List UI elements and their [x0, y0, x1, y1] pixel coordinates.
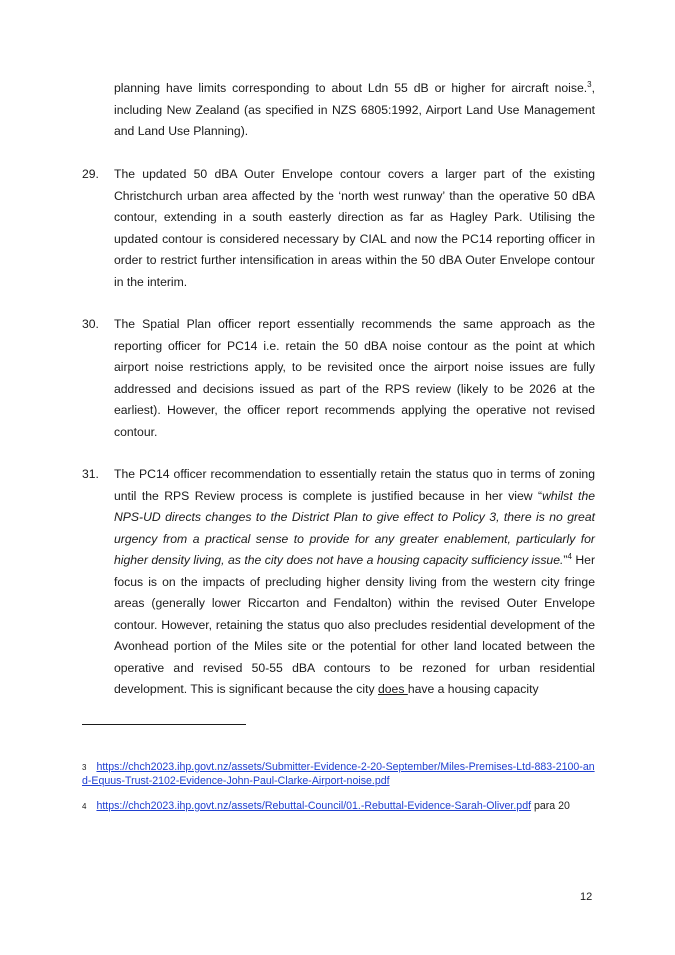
footnote-ref-3[interactable]: 3 [587, 79, 592, 89]
page-number: 12 [580, 891, 593, 903]
paragraph-31-text-cont: Her focus is on the impacts of precluding higher density living from the western city fringe areas (generally lower Riccarton and Fendalton) within the revised Outer Envelope contour. However, retaining the status quo also precludes residential development of the Avonhead portion of the Miles site or the potential for other land located between the operative and revised 50-55 dBA contours to be rezoned for urban residential development. This is significant because the city [114, 553, 595, 696]
footnote-3 [82, 761, 595, 788]
footnote-number: 3 [82, 763, 87, 772]
paragraph-30: The Spatial Plan officer report essentially recommends the same approach as the reporting officer for PC14 i.e. retain the 50 dBA noise contour as the point at which airport noise restrictions apply, to be revisited once the airport noise issues are fully addressed and decisions issued as part of the RPS review (likely to be 2026 at the earliest). However, the officer report recommends applying the operative not revised contour. [114, 317, 595, 439]
quote-end: ” [563, 553, 568, 567]
paragraph-31 [114, 464, 595, 701]
paragraph-number-31: 31. [82, 467, 99, 481]
paragraph-number-30: 30. [82, 317, 99, 331]
intro-text: planning have limits corresponding to about Ldn 55 dB or higher for aircraft noise. [114, 81, 588, 95]
footnote-number: 4 [82, 802, 87, 811]
footnote-link[interactable]: https://chch2023.ihp.govt.nz/assets/Submitter-Evidence-2-20-September/Miles-Premises-Ltd-883-2100-and-Equus-Trust-2102-Evidence-John-Paul-Clarke-Airport-noise.pdf [82, 761, 595, 787]
paragraph-number-29: 29. [82, 167, 99, 181]
intro-paragraph [114, 78, 595, 143]
paragraph-31-text-end: have a housing capacity [407, 682, 539, 696]
footnote-ref-4[interactable]: 4 [567, 551, 572, 561]
intro-text-cont: , including New Zealand (as specified in NZS 6805:1992, Airport Land Use Management and Land Use Planning). [114, 81, 595, 138]
officer-quote: whilst the NPS-UD directs changes to the District Plan to give effect to Policy 3, there is no great urgency from a practical sense to provide for any greater enablement, particularly for higher density living, as the city does not have a housing capacity sufficiency issue. [114, 488, 595, 567]
footnote-separator [82, 724, 246, 725]
paragraph-29: The updated 50 dBA Outer Envelope contour covers a larger part of the existing Christchurch urban area affected by the ‘north west runway’ than the operative 50 dBA contour, extending in a south easterly direction as far as Hagley Park. Utilising the updated contour is considered necessary by CIAL and now the PC14 reporting officer in order to restrict further intensification in areas within the 50 dBA Outer Envelope contour in the interim. [114, 167, 595, 289]
emphasis-does: does [377, 682, 408, 696]
paragraph-31-text: The PC14 officer recommendation to essentially retain the status quo in terms of zoning until the RPS Review process is complete is justified because in her view “ [114, 467, 595, 503]
footnote-link[interactable]: https://chch2023.ihp.govt.nz/assets/Rebuttal-Council/01.-Rebuttal-Evidence-Sarah-Oliver.pdf [96, 800, 532, 812]
footnote-4 [82, 800, 595, 814]
footnote-suffix: para 20 [531, 800, 570, 812]
